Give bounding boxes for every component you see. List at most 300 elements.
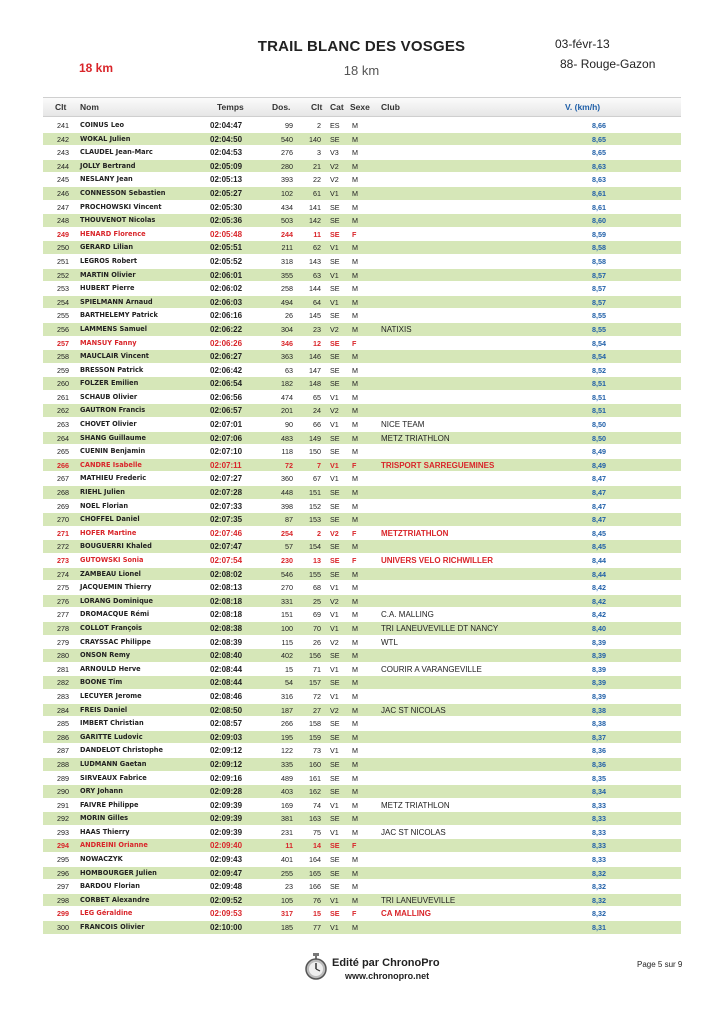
cell-cat: SE — [330, 202, 340, 212]
race-date: 03-févr-13 — [555, 37, 610, 51]
cell-dos: 280 — [281, 161, 293, 171]
cell-clt-cat: 160 — [309, 759, 321, 769]
cell-cat: V2 — [330, 705, 339, 715]
cell-cat: SE — [330, 229, 340, 239]
cell-clt-cat: 149 — [309, 433, 321, 443]
cell-sexe: M — [352, 664, 358, 674]
cell-clt: 267 — [57, 474, 69, 484]
cell-clt-cat: 140 — [309, 134, 321, 144]
cell-dos: 266 — [281, 719, 293, 729]
cell-clt: 298 — [57, 895, 69, 905]
cell-sexe: F — [352, 528, 357, 538]
cell-nom: LEG Géraldine — [80, 909, 133, 918]
table-row — [43, 377, 681, 391]
cell-vitesse: 8,45 — [592, 528, 606, 538]
cell-vitesse: 8,47 — [592, 501, 606, 511]
cell-vitesse: 8,57 — [592, 284, 606, 294]
cell-dos: 26 — [285, 311, 293, 321]
cell-sexe: F — [352, 229, 357, 239]
cell-clt: 293 — [57, 827, 69, 837]
cell-temps: 02:04:50 — [210, 134, 243, 144]
cell-nom: MARTIN Olivier — [80, 270, 136, 279]
cell-temps: 02:09:28 — [210, 787, 243, 797]
cell-temps: 02:08:50 — [210, 705, 243, 715]
cell-temps: 02:05:27 — [210, 188, 243, 198]
cell-cat: V1 — [330, 895, 339, 905]
table-row — [43, 731, 681, 745]
cell-clt: 299 — [57, 909, 69, 919]
cell-nom: COLLOT François — [80, 623, 143, 632]
cell-clt: 241 — [57, 121, 69, 130]
cell-temps: 02:09:43 — [210, 855, 243, 865]
cell-sexe: M — [352, 827, 358, 837]
cell-temps: 02:04:47 — [210, 121, 243, 130]
cell-clt-cat: 71 — [313, 664, 321, 674]
cell-temps: 02:05:36 — [210, 216, 243, 226]
cell-cat: V3 — [330, 148, 339, 158]
cell-sexe: M — [352, 270, 358, 280]
cell-cat: V1 — [330, 610, 339, 620]
cell-clt-cat: 77 — [313, 923, 321, 933]
cell-clt-cat: 25 — [313, 596, 321, 606]
cell-vitesse: 8,36 — [592, 746, 606, 756]
cell-dos: 355 — [281, 270, 293, 280]
cell-clt-cat: 143 — [309, 256, 321, 266]
table-row — [43, 704, 681, 718]
cell-cat: V2 — [330, 175, 339, 185]
table-row — [43, 527, 681, 541]
cell-vitesse: 8,44 — [592, 569, 606, 579]
cell-clt-cat: 67 — [313, 474, 321, 484]
cell-temps: 02:07:11 — [210, 460, 242, 470]
table-row — [43, 785, 681, 799]
cell-temps: 02:07:54 — [210, 556, 243, 565]
cell-nom: LAMMENS Samuel — [80, 324, 147, 333]
cell-nom: ZAMBEAU Lionel — [80, 569, 141, 578]
cell-nom: ARNOULD Herve — [80, 664, 141, 673]
cell-temps: 02:09:48 — [210, 882, 243, 892]
cell-clt-cat: 155 — [309, 569, 321, 579]
cell-clt: 261 — [57, 392, 69, 402]
cell-vitesse: 8,49 — [592, 447, 606, 457]
cell-clt-cat: 154 — [309, 542, 321, 552]
cell-clt: 256 — [57, 324, 69, 334]
cell-nom: DROMACQUE Rémi — [80, 610, 150, 619]
cell-sexe: M — [352, 569, 358, 579]
cell-sexe: M — [352, 637, 358, 647]
cell-dos: 546 — [281, 569, 293, 579]
cell-clt-cat: 74 — [313, 800, 321, 810]
cell-dos: 276 — [281, 148, 293, 158]
cell-sexe: M — [352, 868, 358, 878]
cell-temps: 02:06:02 — [210, 284, 243, 294]
table-row — [43, 799, 681, 813]
cell-vitesse: 8,60 — [592, 216, 606, 226]
cell-clt-cat: 164 — [309, 855, 321, 865]
cell-clt-cat: 2 — [317, 121, 321, 130]
table-row — [43, 445, 681, 459]
cell-dos: 398 — [281, 501, 293, 511]
cell-club: TRI LANEUVEVILLE DT NANCY — [381, 623, 499, 633]
cell-cat: V1 — [330, 420, 339, 430]
table-row — [43, 255, 681, 269]
cell-nom: IMBERT Christian — [80, 719, 144, 728]
cell-nom: CORBET Alexandre — [80, 895, 150, 904]
table-row — [43, 554, 681, 568]
cell-sexe: M — [352, 161, 358, 171]
cell-temps: 02:07:33 — [210, 501, 243, 511]
cell-nom: LUDMANN Gaetan — [80, 759, 147, 768]
cell-cat: V1 — [330, 460, 339, 470]
cell-clt-cat: 165 — [309, 868, 321, 878]
cell-cat: SE — [330, 678, 340, 688]
cell-clt: 272 — [57, 542, 69, 552]
cell-vitesse: 8,51 — [592, 379, 606, 389]
cell-cat: ES — [330, 121, 340, 130]
cell-nom: HUBERT Pierre — [80, 284, 135, 293]
cell-dos: 54 — [285, 678, 293, 688]
cell-temps: 02:05:13 — [210, 175, 243, 185]
cell-club: METZ TRIATHLON — [381, 433, 450, 443]
cell-dos: 494 — [281, 297, 293, 307]
cell-dos: 540 — [281, 134, 293, 144]
cell-nom: GARITTE Ludovic — [80, 732, 143, 741]
cell-temps: 02:08:18 — [210, 596, 243, 606]
cell-sexe: M — [352, 773, 358, 783]
table-row — [43, 119, 681, 133]
cell-clt-cat: 65 — [313, 392, 321, 402]
cell-clt-cat: 69 — [313, 610, 321, 620]
cell-dos: 317 — [281, 909, 293, 919]
cell-temps: 02:08:39 — [210, 637, 243, 647]
cell-cat: SE — [330, 352, 340, 362]
cell-clt-cat: 141 — [309, 202, 321, 212]
cell-cat: V2 — [330, 324, 339, 334]
cell-vitesse: 8,35 — [592, 773, 606, 783]
cell-clt-cat: 24 — [313, 406, 321, 416]
cell-nom: ONSON Remy — [80, 651, 131, 660]
cell-cat: SE — [330, 787, 340, 797]
cell-club: TRI LANEUVEVILLE — [381, 895, 456, 905]
cell-clt: 278 — [57, 623, 69, 633]
cell-clt: 260 — [57, 379, 69, 389]
cell-cat: V1 — [330, 243, 339, 253]
table-row — [43, 744, 681, 758]
cell-clt-cat: 163 — [309, 814, 321, 824]
cell-club: CA MALLING — [381, 909, 431, 919]
table-row — [43, 772, 681, 786]
cell-dos: 122 — [281, 746, 293, 756]
cell-nom: SIRVEAUX Fabrice — [80, 773, 147, 782]
cell-nom: CONNESSON Sebastien — [80, 188, 166, 197]
cell-sexe: M — [352, 855, 358, 865]
cell-nom: HOMBOURGER Julien — [80, 868, 157, 877]
cell-temps: 02:06:56 — [210, 392, 243, 402]
cell-vitesse: 8,63 — [592, 161, 606, 171]
cell-clt-cat: 64 — [313, 297, 321, 307]
cell-clt-cat: 148 — [309, 379, 321, 389]
footer-url: www.chronopro.net — [345, 971, 430, 981]
table-row — [43, 486, 681, 500]
cell-clt: 251 — [57, 256, 69, 266]
cell-nom: GUTOWSKI Sonia — [80, 556, 144, 564]
cell-cat: V1 — [330, 800, 339, 810]
cell-nom: ORY Johann — [80, 787, 123, 796]
cell-clt: 297 — [57, 882, 69, 892]
cell-cat: SE — [330, 488, 340, 498]
cell-vitesse: 8,32 — [592, 895, 606, 905]
cell-sexe: M — [352, 814, 358, 824]
table-row — [43, 364, 681, 378]
cell-clt: 273 — [57, 556, 69, 565]
cell-clt-cat: 159 — [309, 732, 321, 742]
cell-sexe: M — [352, 352, 358, 362]
cell-temps: 02:09:53 — [210, 909, 243, 919]
cell-cat: V1 — [330, 297, 339, 307]
cell-temps: 02:06:26 — [210, 338, 243, 348]
cell-temps: 02:07:06 — [210, 433, 243, 443]
cell-dos: 254 — [281, 528, 293, 538]
cell-club: TRISPORT SARREGUEMINES — [381, 460, 495, 470]
table-row — [43, 418, 681, 432]
table-row — [43, 472, 681, 486]
cell-dos: 402 — [281, 651, 293, 661]
cell-clt-cat: 70 — [313, 623, 321, 633]
cell-temps: 02:07:35 — [210, 515, 243, 525]
cell-sexe: M — [352, 121, 358, 130]
cell-clt: 287 — [57, 746, 69, 756]
cell-sexe: M — [352, 610, 358, 620]
table-row — [43, 622, 681, 636]
cell-vitesse: 8,38 — [592, 705, 606, 715]
cell-nom: FRANCOIS Olivier — [80, 923, 145, 932]
cell-cat: SE — [330, 515, 340, 525]
cell-cat: SE — [330, 719, 340, 729]
cell-clt: 270 — [57, 515, 69, 525]
col-club: Club — [381, 102, 400, 112]
cell-dos: 255 — [281, 868, 293, 878]
cell-sexe: M — [352, 732, 358, 742]
cell-sexe: M — [352, 324, 358, 334]
cell-sexe: M — [352, 542, 358, 552]
cell-temps: 02:06:16 — [210, 311, 243, 321]
table-row — [43, 581, 681, 595]
cell-clt-cat: 63 — [313, 270, 321, 280]
cell-vitesse: 8,63 — [592, 175, 606, 185]
cell-dos: 185 — [281, 923, 293, 933]
cell-clt-cat: 142 — [309, 216, 321, 226]
cell-nom: MORIN Gilles — [80, 814, 129, 823]
cell-club: METZTRIATHLON — [381, 528, 449, 538]
cell-temps: 02:04:53 — [210, 148, 243, 158]
cell-cat: SE — [330, 379, 340, 389]
cell-dos: 231 — [281, 827, 293, 837]
cell-dos: 316 — [281, 691, 293, 701]
cell-temps: 02:08:44 — [210, 678, 243, 688]
cell-temps: 02:05:30 — [210, 202, 243, 212]
cell-sexe: M — [352, 148, 358, 158]
table-row — [43, 826, 681, 840]
cell-temps: 02:07:28 — [210, 488, 243, 498]
cell-cat: SE — [330, 732, 340, 742]
cell-cat: V2 — [330, 161, 339, 171]
cell-temps: 02:05:52 — [210, 256, 243, 266]
cell-dos: 195 — [281, 732, 293, 742]
cell-nom: GAUTRON Francis — [80, 406, 146, 415]
cell-cat: SE — [330, 569, 340, 579]
table-row — [43, 853, 681, 867]
cell-nom: MATHIEU Frederic — [80, 474, 147, 483]
cell-temps: 02:08:13 — [210, 583, 243, 593]
cell-clt-cat: 26 — [313, 637, 321, 647]
cell-vitesse: 8,39 — [592, 678, 606, 688]
cell-temps: 02:09:39 — [210, 800, 243, 810]
cell-cat: SE — [330, 311, 340, 321]
cell-club: NICE TEAM — [381, 420, 425, 430]
cell-clt: 258 — [57, 352, 69, 362]
cell-clt-cat: 150 — [309, 447, 321, 457]
table-row — [43, 337, 681, 351]
cell-temps: 02:08:46 — [210, 691, 243, 701]
cell-cat: V1 — [330, 392, 339, 402]
cell-nom: JACQUEMIN Thierry — [80, 583, 152, 592]
cell-dos: 360 — [281, 474, 293, 484]
cell-temps: 02:09:12 — [210, 759, 243, 769]
cell-vitesse: 8,57 — [592, 297, 606, 307]
cell-dos: 187 — [281, 705, 293, 715]
cell-clt: 296 — [57, 868, 69, 878]
cell-clt: 286 — [57, 732, 69, 742]
cell-clt-cat: 151 — [309, 488, 321, 498]
cell-clt: 259 — [57, 365, 69, 375]
cell-temps: 02:09:52 — [210, 895, 243, 905]
cell-vitesse: 8,39 — [592, 664, 606, 674]
cell-clt: 300 — [57, 923, 69, 933]
col-vitesse: V. (km/h) — [565, 102, 601, 112]
table-row — [43, 432, 681, 446]
cell-cat: SE — [330, 651, 340, 661]
cell-temps: 02:06:22 — [210, 324, 243, 334]
cell-clt-cat: 13 — [313, 556, 321, 565]
cell-nom: SPIELMANN Arnaud — [80, 297, 153, 306]
cell-cat: SE — [330, 338, 340, 348]
page-title: TRAIL BLANC DES VOSGES — [257, 38, 466, 55]
cell-clt: 285 — [57, 719, 69, 729]
cell-sexe: F — [352, 841, 357, 851]
cell-temps: 02:07:27 — [210, 474, 243, 484]
cell-clt: 295 — [57, 855, 69, 865]
table-row — [43, 867, 681, 881]
cell-clt-cat: 68 — [313, 583, 321, 593]
cell-clt: 280 — [57, 651, 69, 661]
cell-vitesse: 8,54 — [592, 352, 606, 362]
cell-club: JAC ST NICOLAS — [381, 827, 446, 837]
cell-temps: 02:08:18 — [210, 610, 243, 620]
results-table — [43, 119, 681, 935]
cell-cat: SE — [330, 759, 340, 769]
cell-clt-cat: 75 — [313, 827, 321, 837]
cell-nom: WOKAL Julien — [80, 134, 131, 143]
cell-dos: 100 — [281, 623, 293, 633]
cell-dos: 304 — [281, 324, 293, 334]
cell-dos: 363 — [281, 352, 293, 362]
cell-dos: 102 — [281, 188, 293, 198]
cell-clt-cat: 7 — [317, 460, 321, 470]
cell-sexe: M — [352, 678, 358, 688]
table-row — [43, 812, 681, 826]
cell-clt: 253 — [57, 284, 69, 294]
cell-dos: 270 — [281, 583, 293, 593]
cell-sexe: M — [352, 175, 358, 185]
cell-vitesse: 8,51 — [592, 392, 606, 402]
cell-dos: 105 — [281, 895, 293, 905]
cell-sexe: M — [352, 392, 358, 402]
cell-clt-cat: 73 — [313, 746, 321, 756]
cell-cat: V1 — [330, 827, 339, 837]
cell-vitesse: 8,55 — [592, 311, 606, 321]
cell-nom: PROCHOWSKI Vincent — [80, 202, 162, 211]
cell-dos: 115 — [281, 637, 293, 647]
cell-clt: 291 — [57, 800, 69, 810]
cell-vitesse: 8,57 — [592, 270, 606, 280]
cell-temps: 02:08:38 — [210, 623, 243, 633]
cell-clt-cat: 76 — [313, 895, 321, 905]
cell-cat: V1 — [330, 746, 339, 756]
cell-clt-cat: 15 — [313, 909, 321, 919]
cell-clt: 262 — [57, 406, 69, 416]
table-row — [43, 921, 681, 935]
cell-vitesse: 8,33 — [592, 841, 606, 851]
table-row — [43, 676, 681, 690]
cell-dos: 331 — [281, 596, 293, 606]
cell-clt-cat: 144 — [309, 284, 321, 294]
cell-sexe: M — [352, 188, 358, 198]
table-row — [43, 907, 681, 921]
cell-clt-cat: 21 — [313, 161, 321, 171]
col-temps: Temps — [217, 102, 244, 112]
cell-sexe: F — [352, 556, 357, 565]
cell-cat: V1 — [330, 474, 339, 484]
col-dos: Dos. — [272, 102, 291, 112]
table-header — [43, 97, 681, 117]
cell-clt: 255 — [57, 311, 69, 321]
cell-clt-cat: 61 — [313, 188, 321, 198]
cell-sexe: M — [352, 447, 358, 457]
cell-clt: 271 — [57, 528, 69, 538]
cell-clt-cat: 72 — [313, 691, 321, 701]
cell-dos: 87 — [285, 515, 293, 525]
cell-sexe: M — [352, 406, 358, 416]
race-location — [560, 57, 655, 71]
cell-temps: 02:07:46 — [210, 528, 243, 538]
cell-nom: CANDRE Isabelle — [80, 460, 142, 469]
cell-sexe: M — [352, 311, 358, 321]
cell-vitesse: 8,58 — [592, 243, 606, 253]
cell-club: UNIVERS VELO RICHWILLER — [381, 556, 494, 565]
cell-dos: 182 — [281, 379, 293, 389]
cell-cat: V1 — [330, 623, 339, 633]
cell-vitesse: 8,66 — [592, 121, 606, 130]
cell-dos: 346 — [281, 338, 293, 348]
cell-clt: 250 — [57, 243, 69, 253]
cell-vitesse: 8,42 — [592, 583, 606, 593]
cell-cat: V2 — [330, 637, 339, 647]
cell-nom: FREIS Daniel — [80, 705, 128, 714]
cell-dos: 393 — [281, 175, 293, 185]
cell-club: NATIXIS — [381, 324, 412, 334]
cell-cat: SE — [330, 501, 340, 511]
cell-sexe: M — [352, 719, 358, 729]
